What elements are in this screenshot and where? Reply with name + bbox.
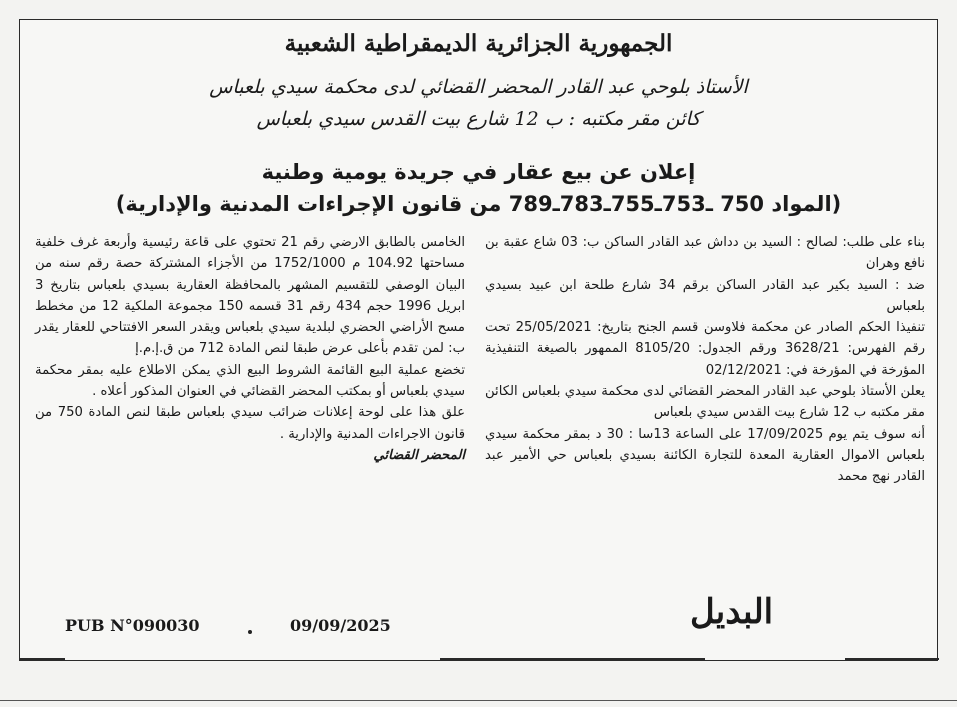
paragraph-conditions: تخضع عملية البيع القائمة الشروط البيع الذي يمكن الاطلاع عليه بمقر محكمة سيدي بلعباس أو بمكتب المحضر القضائي في العنوان المذكور أعلاه . [35, 362, 465, 400]
bailiff-line: الأستاذ بلوحي عبد القادر المحضر القضائي لدى محكمة سيدي بلعباس [209, 76, 748, 98]
left-column [35, 232, 465, 466]
country-heading: الجمهورية الجزائرية الديمقراطية الشعبية [284, 30, 673, 57]
paragraph-posting: علق هذا على لوحة إعلانات ضرائب سيدي بلعباس طبقا لنص المادة 750 من قانون الاجراءات المدنية والإدارية . [35, 405, 466, 442]
articles-line: (المواد 750 ـ753ـ755ـ783ـ789 من قانون الإجراءات المدنية والإدارية) [115, 192, 842, 216]
pub-number: PUB N°090030 [65, 616, 200, 635]
paragraph-against: ضد : السيد بكير عبد القادر الساكن برقم 34 شارع طلحة ابن عبيد بسيدي بلعباس [485, 277, 925, 314]
paragraph-requester: بناء على طلب: لصالح : السيد بن دداش عبد القادر الساكن ب: 03 شاع عقبة بن نافع وهران [485, 235, 925, 272]
newspaper-name: البديل [690, 592, 774, 632]
footer-rule-left [20, 658, 65, 660]
right-column [485, 232, 925, 488]
paragraph-judgment: تنفيذا الحكم الصادر عن محكمة فلاوسن قسم الجنح بتاريخ: 25/05/2021 تحت رقم الفهرس: 3628/21 ورقم الجدول: 8105/20 الممهور بالصيغة التنفيذية المؤرخة في المؤرخة في: 02/12/2021 [485, 320, 925, 378]
signature: المحضر القضائي [373, 447, 465, 463]
office-line: كائن مقر مكتبه : ب 12 شارع بيت القدس سيدي بلعباس [256, 108, 701, 130]
separator-dot [248, 630, 252, 634]
notice-frame [19, 19, 938, 661]
page-bottom-rule [0, 700, 957, 701]
paragraph-sale-date: أنه سوف يتم يوم 17/09/2025 على الساعة 13سا : 30 د بمقر محكمة سيدي بلعباس الاموال العقارية المعدة للتجارة الكائنة بسيدي بلعباس حي الأمير عبد القادر نهج محمد [485, 426, 925, 485]
footer-rule-middle [440, 658, 705, 660]
paragraph-property: الخامس بالطابق الارضي رقم 21 تحتوي على قاعة رئيسية وأربعة غرف خلفية مساحتها 104.92 م 1752/1000 من الأجزاء المشتركة حصة رقم سنه من البيان الوصفي للتقسيم المشهر بالمحافظة العقارية بسيدي بلعباس بتاريخ 3 ابريل 1996 حجم 434 رقم 31 قسمه 150 مجموعة الملكية 12 من مخطط مسح الأراضي الحضري لبلدية سيدي بلعباس ويقدر السعر الافتتاحي للعقار يقدر ب: لمن تقدم بأعلى عرض طبقا لنص المادة 712 من ق.إ.م.إ [35, 235, 465, 357]
publication-date: 09/09/2025 [290, 616, 391, 635]
paragraph-announcement: يعلن الأستاذ بلوحي عبد القادر المحضر القضائي لدى محكمة سيدي بلعباس الكائن مقر مكتبه ب 12 شارع بيت القدس سيدي بلعباس [485, 384, 925, 421]
footer-rule-right [845, 658, 939, 660]
notice-title: إعلان عن بيع عقار في جريدة يومية وطنية [261, 160, 696, 184]
